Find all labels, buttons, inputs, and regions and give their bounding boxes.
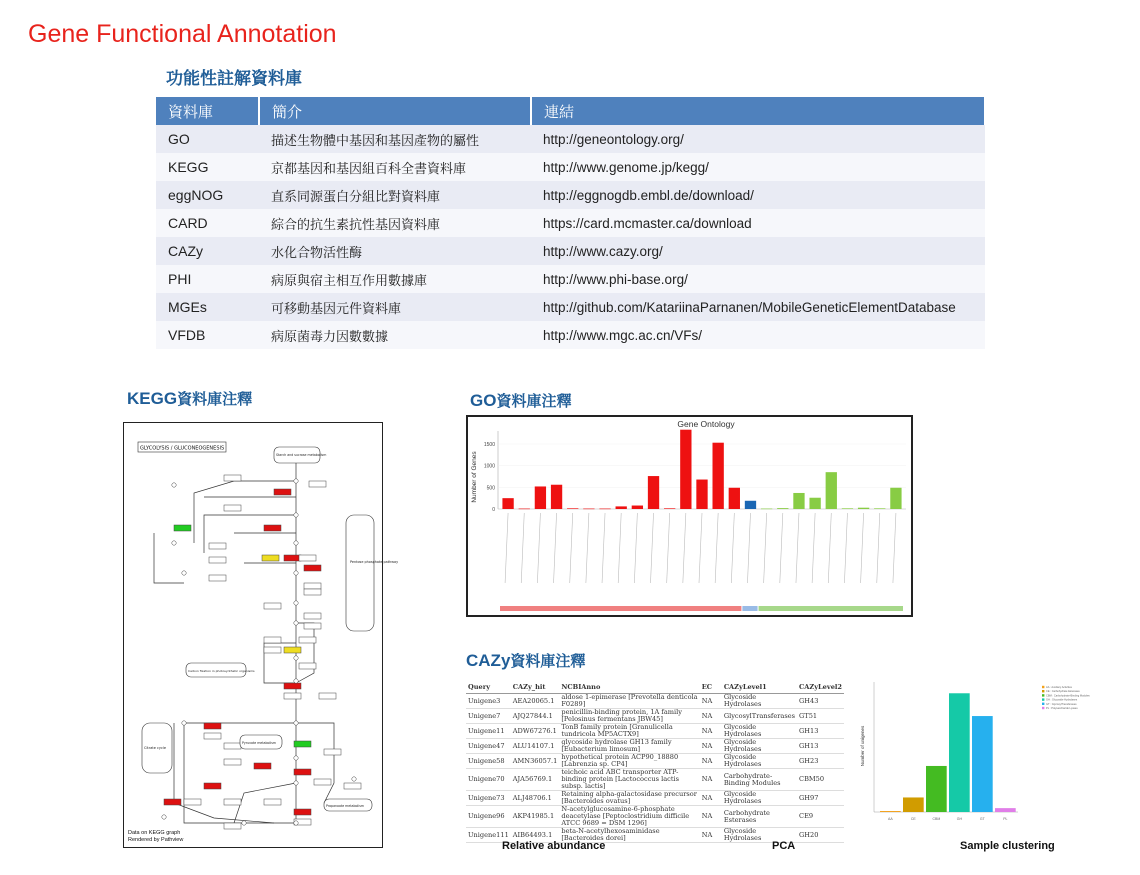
description-cell: 水化合物活性酶: [259, 237, 531, 265]
kegg-enzyme-node: [284, 555, 301, 561]
link-cell[interactable]: http://github.com/KatariinaParnanen/MobileGeneticElementDatabase: [531, 293, 985, 321]
cazy-cell: ADW67276.1: [511, 724, 560, 739]
cazy-cell: GH13: [797, 724, 844, 739]
cazy-cell: CBM50: [797, 769, 844, 791]
cazy-table: [466, 680, 844, 843]
header-database: 資料庫: [156, 97, 259, 125]
kegg-enzyme-node: [224, 475, 241, 481]
kegg-edge: [296, 723, 334, 803]
go-y-tick: 500: [486, 485, 495, 492]
kegg-enzyme-node: [304, 613, 321, 619]
go-group-band: [759, 606, 903, 611]
kegg-compound: [294, 679, 298, 683]
cazy-cell: Glycoside Hydrolases: [722, 739, 797, 754]
cazy-title-cjk: 資料庫注釋: [510, 652, 586, 670]
cazy-legend-entry: GT : GlycosylTransferases: [1046, 702, 1077, 706]
link-cell[interactable]: http://geneontology.org/: [531, 125, 985, 153]
kegg-enzyme-node: [262, 555, 279, 561]
cazy-cell: GH43: [797, 694, 844, 709]
kegg-footer-line1: Data on KEGG graph: [128, 830, 181, 836]
go-x-tick-label: [731, 513, 734, 583]
kegg-enzyme-node: [284, 683, 301, 689]
go-bar: [583, 509, 594, 510]
cazy-cell: AEA20065.1: [511, 694, 560, 709]
kegg-enzyme-node: [294, 769, 311, 775]
go-bar: [874, 508, 885, 509]
go-group-band: [742, 606, 757, 611]
go-bar: [664, 508, 675, 509]
link-cell[interactable]: http://www.cazy.org/: [531, 237, 985, 265]
pca-label: PCA: [772, 840, 796, 852]
cazy-legend-entry: PL : Polysaccharide Lyases: [1046, 707, 1078, 710]
kegg-enzyme-node: [284, 647, 301, 653]
go-title-en: GO: [470, 391, 497, 410]
go-x-tick-label: [747, 513, 750, 583]
go-chart-panel: [466, 415, 913, 617]
database-cell: PHI: [156, 265, 259, 293]
kegg-carbon-label: Carbon fixation in photosynthetic organisms: [188, 669, 255, 673]
cazy-cell: GH20: [797, 828, 844, 843]
cazy-cell: GH97: [797, 791, 844, 806]
kegg-enzyme-node: [224, 823, 241, 829]
cazy-cell: Glycoside Hydrolases: [722, 754, 797, 769]
cazy-bar: [880, 811, 901, 812]
kegg-enzyme-node: [224, 505, 241, 511]
cazy-section-title: [466, 650, 585, 671]
sample-clustering-label: Sample clustering: [960, 840, 1055, 852]
kegg-title-en: KEGG: [127, 389, 178, 408]
cazy-cell: Unigene58: [466, 754, 511, 769]
cazy-cell: hypothetical protein ACP90_18880 [Labrenzia sp. CP4]: [559, 754, 699, 769]
go-bar: [842, 508, 853, 509]
kegg-pathway-map: [123, 422, 399, 848]
cazy-cell: TonB family protein [Granulicella tundricola MP5ACTX9]: [559, 724, 699, 739]
kegg-compound: [294, 756, 298, 760]
kegg-compound: [294, 781, 298, 785]
kegg-footer-line2: Rendered by Pathview: [128, 837, 184, 843]
cazy-legend-swatch: [1042, 686, 1044, 688]
kegg-compound: [294, 721, 298, 725]
go-x-tick-label: [893, 513, 896, 583]
cazy-header-hit: CAZy_hit: [511, 680, 560, 694]
go-bar: [826, 472, 837, 509]
go-x-tick-label: [683, 513, 686, 583]
cazy-cell: teichoic acid ABC transporter ATP-binding protein [Lactococcus lactis subsp. lactis]: [559, 769, 699, 791]
cazy-bar: [949, 693, 970, 812]
kegg-compound: [294, 541, 298, 545]
kegg-title-cjk: 資料庫注釋: [177, 390, 253, 408]
description-cell: 病原與宿主相互作用數據庫: [259, 265, 531, 293]
go-x-tick-label: [586, 513, 589, 583]
description-cell: 直系同源蛋白分組比對資料庫: [259, 181, 531, 209]
cazy-cell: NA: [700, 828, 722, 843]
kegg-compound: [172, 541, 176, 545]
cazy-cell: AMN36057.1: [511, 754, 560, 769]
cazy-legend-entry: GH : Glycoside Hydrolases: [1046, 698, 1078, 702]
kegg-enzyme-node: [184, 799, 201, 805]
kegg-compound: [294, 821, 298, 825]
table-row: [156, 125, 985, 153]
cazy-title-en: CAZy: [466, 651, 511, 670]
table-row: [156, 209, 985, 237]
table-row: [156, 321, 985, 349]
kegg-enzyme-node: [319, 693, 336, 699]
kegg-enzyme-node: [294, 809, 311, 815]
go-section-title: [470, 390, 571, 411]
cazy-table-row: [466, 709, 844, 724]
cazy-cell: Glycoside Hydrolases: [722, 724, 797, 739]
cazy-table-row: [466, 806, 844, 828]
kegg-enzyme-node: [164, 799, 181, 805]
link-cell[interactable]: http://eggnogdb.embl.de/download/: [531, 181, 985, 209]
cazy-cell: Unigene11: [466, 724, 511, 739]
cazy-cell: NA: [700, 754, 722, 769]
cazy-bar: [926, 766, 947, 812]
cazy-cell: NA: [700, 694, 722, 709]
cazy-cell: Unigene73: [466, 791, 511, 806]
kegg-compound: [294, 513, 298, 517]
go-x-tick-label: [812, 513, 815, 583]
cazy-legend-swatch: [1042, 707, 1044, 709]
kegg-compound: [182, 721, 186, 725]
go-bar: [502, 498, 513, 509]
kegg-compound: [352, 777, 356, 781]
go-y-axis-label: Number of Genes: [471, 451, 478, 503]
go-title-cjk: 資料庫注釋: [496, 392, 572, 410]
kegg-compound: [172, 483, 176, 487]
database-cell: eggNOG: [156, 181, 259, 209]
cazy-table-row: [466, 769, 844, 791]
kegg-ppp-label: Pentose phosphate pathway: [350, 560, 399, 564]
kegg-enzyme-node: [204, 723, 221, 729]
go-x-tick-label: [699, 513, 702, 583]
cazy-cell: Glycoside Hydrolases: [722, 828, 797, 843]
go-bar: [858, 508, 869, 509]
cazy-legend-swatch: [1042, 698, 1044, 700]
kegg-enzyme-node: [344, 783, 361, 789]
kegg-compound: [294, 571, 298, 575]
go-x-tick-label: [828, 513, 831, 583]
go-x-tick-label: [651, 513, 654, 583]
cazy-x-tick-label: GH: [956, 817, 962, 821]
kegg-enzyme-node: [309, 481, 326, 487]
kegg-enzyme-node: [209, 575, 226, 581]
cazy-bar: [903, 797, 924, 812]
relative-abundance-label: Relative abundance: [502, 840, 606, 852]
cazy-y-axis-label: Number of unigenes: [860, 725, 865, 767]
kegg-enzyme-node: [224, 743, 241, 749]
kegg-enzyme-node: [204, 733, 221, 739]
header-link: 連結: [531, 97, 985, 125]
go-bar: [809, 498, 820, 509]
cazy-x-tick-label: CE: [910, 817, 916, 821]
table-row: [156, 265, 985, 293]
link-cell[interactable]: http://www.mgc.ac.cn/VFs/: [531, 321, 985, 349]
go-bar: [599, 509, 610, 510]
cazy-cell: AIB64493.1: [511, 828, 560, 843]
cazy-cell: N-acetylglucosamine-6-phosphate deacetylase [Peptoclostridium difficile ATCC 9689 = DSM 1296]: [559, 806, 699, 828]
cazy-cell: AJA56769.1: [511, 769, 560, 791]
cazy-cell: Glycoside Hydrolases: [722, 791, 797, 806]
kegg-compound: [294, 621, 298, 625]
cazy-cell: ALJ48706.1: [511, 791, 560, 806]
svg-text:Pentose phosphate pathway: [350, 560, 398, 564]
kegg-compound: [294, 656, 298, 660]
cazy-table-row: [466, 739, 844, 754]
go-x-tick-label: [537, 513, 540, 583]
cazy-table-row: [466, 724, 844, 739]
go-bar: [696, 480, 707, 509]
cazy-cell: NA: [700, 769, 722, 791]
kegg-pyruvate-label: Pyruvate metabolism: [242, 741, 276, 745]
cazy-legend-swatch: [1042, 703, 1044, 705]
cazy-cell: NA: [700, 724, 722, 739]
cazy-legend-entry: AA : Auxiliary Activities: [1046, 686, 1072, 689]
kegg-enzyme-node: [299, 555, 316, 561]
go-x-tick-label: [618, 513, 621, 583]
cazy-header-ec: EC: [700, 680, 722, 694]
database-cell: KEGG: [156, 153, 259, 181]
kegg-compound: [242, 821, 246, 825]
cazy-x-tick-label: CBM: [932, 817, 941, 821]
cazy-header-level1: CAZyLevel1: [722, 680, 797, 694]
cazy-cell: Unigene70: [466, 769, 511, 791]
go-bar: [713, 443, 724, 509]
cazy-legend-swatch: [1042, 690, 1044, 692]
go-bar: [793, 493, 804, 509]
go-bar: [761, 509, 772, 510]
cazy-x-tick-label: PL: [1003, 817, 1008, 821]
cazy-cell: NA: [700, 791, 722, 806]
kegg-footer: [128, 830, 183, 844]
kegg-compound: [162, 815, 166, 819]
kegg-enzyme-node: [209, 557, 226, 563]
cazy-cell: Carbohydrate Esterases: [722, 806, 797, 828]
kegg-citrate-label: Citrate cycle: [144, 746, 167, 750]
kegg-enzyme-node: [264, 525, 281, 531]
kegg-enzyme-node: [294, 741, 311, 747]
cazy-cell: ALU14107.1: [511, 739, 560, 754]
go-bar: [648, 476, 659, 509]
table-header-row: [156, 97, 985, 125]
cazy-chart: [858, 676, 1090, 824]
database-cell: CAZy: [156, 237, 259, 265]
kegg-enzyme-node: [284, 693, 301, 699]
cazy-cell: Unigene111: [466, 828, 511, 843]
go-y-tick: 0: [492, 507, 495, 513]
go-x-tick-label: [667, 513, 670, 583]
kegg-enzyme-node: [264, 637, 281, 643]
go-bar: [551, 485, 562, 509]
cazy-cell: Retaining alpha-galactosidase precursor [Bacteroides ovatus]: [559, 791, 699, 806]
go-bar: [680, 430, 691, 509]
kegg-enzyme-node: [224, 759, 241, 765]
kegg-pathway-graphic: [124, 423, 399, 847]
go-bar: [745, 501, 756, 509]
cazy-cell: NA: [700, 806, 722, 828]
cazy-cell: penicillin-binding protein, 1A family [Pelosinus fermentans JBW45]: [559, 709, 699, 724]
cazy-chart-panel: [858, 676, 1090, 824]
database-heading: 功能性註解資料庫: [166, 69, 302, 89]
go-x-tick-label: [570, 513, 573, 583]
cazy-cell: CE9: [797, 806, 844, 828]
kegg-compound: [294, 601, 298, 605]
go-chart: [468, 417, 911, 615]
kegg-enzyme-node: [304, 623, 321, 629]
kegg-enzyme-node: [204, 783, 221, 789]
go-chart-title: Gene Ontology: [677, 419, 735, 429]
go-x-tick-label: [877, 513, 880, 583]
go-bar: [535, 486, 546, 509]
kegg-enzyme-node: [274, 489, 291, 495]
cazy-cell: Unigene3: [466, 694, 511, 709]
cazy-legend-entry: CBM : Carbohydrate-Binding Modules: [1046, 694, 1090, 698]
go-x-tick-label: [521, 513, 524, 583]
go-x-tick-label: [844, 513, 847, 583]
cazy-x-tick-label: AA: [888, 817, 893, 821]
go-x-tick-label: [505, 513, 508, 583]
cazy-cell: AKP41985.1: [511, 806, 560, 828]
go-bar: [567, 508, 578, 509]
cazy-cell: GH23: [797, 754, 844, 769]
kegg-enzyme-node: [209, 543, 226, 549]
cazy-header-row: [466, 680, 844, 694]
description-cell: 可移動基因元件資料庫: [259, 293, 531, 321]
kegg-compound: [294, 479, 298, 483]
kegg-enzyme-node: [304, 565, 321, 571]
kegg-enzyme-node: [254, 763, 271, 769]
table-row: [156, 181, 985, 209]
go-bar: [616, 506, 627, 509]
go-y-tick: 1500: [483, 442, 495, 448]
link-cell[interactable]: http://www.genome.jp/kegg/: [531, 153, 985, 181]
kegg-enzyme-node: [264, 647, 281, 653]
cazy-table-row: [466, 754, 844, 769]
kegg-starch-label: Starch and sucrose metabolism: [276, 453, 327, 457]
cazy-legend-swatch: [1042, 694, 1044, 696]
kegg-enzyme-node: [299, 637, 316, 643]
cazy-cell: AJQ27844.1: [511, 709, 560, 724]
kegg-propanoate-label: Propanoate metabolism: [326, 804, 364, 808]
link-cell[interactable]: http://www.phi-base.org/: [531, 265, 985, 293]
cazy-cell: GT51: [797, 709, 844, 724]
go-bar: [519, 509, 530, 510]
cazy-cell: NA: [700, 709, 722, 724]
description-cell: 京都基因和基因組百科全書資料庫: [259, 153, 531, 181]
database-cell: GO: [156, 125, 259, 153]
kegg-enzyme-node: [299, 663, 316, 669]
description-cell: 綜合的抗生素抗性基因資料庫: [259, 209, 531, 237]
kegg-enzyme-node: [304, 589, 321, 595]
cazy-cell: Unigene96: [466, 806, 511, 828]
table-row: [156, 237, 985, 265]
go-x-tick-label: [780, 513, 783, 583]
go-bar: [632, 506, 643, 509]
go-x-tick-label: [764, 513, 767, 583]
cazy-header-query: Query: [466, 680, 511, 694]
cazy-cell: glycoside hydrolase GH13 family [Eubacterium limosum]: [559, 739, 699, 754]
kegg-compound: [182, 571, 186, 575]
kegg-edge: [154, 533, 184, 583]
kegg-enzyme-node: [264, 799, 281, 805]
cazy-cell: GlycosylTransferases: [722, 709, 797, 724]
go-x-tick-label: [796, 513, 799, 583]
database-table: [156, 97, 986, 349]
database-cell: VFDB: [156, 321, 259, 349]
cazy-cell: GH13: [797, 739, 844, 754]
kegg-enzyme-node: [264, 603, 281, 609]
database-cell: CARD: [156, 209, 259, 237]
cazy-bar: [972, 716, 993, 812]
go-y-tick: 1000: [483, 463, 495, 470]
kegg-section-title: [127, 388, 252, 409]
go-x-tick-label: [715, 513, 718, 583]
cazy-table-row: [466, 694, 844, 709]
kegg-enzyme-node: [224, 799, 241, 805]
kegg-enzyme-node: [314, 779, 331, 785]
header-description: 簡介: [259, 97, 531, 125]
database-cell: MGEs: [156, 293, 259, 321]
kegg-enzyme-node: [304, 583, 321, 589]
cazy-legend-entry: CE : Carbohydrate Esterases: [1046, 690, 1080, 694]
cazy-cell: Unigene7: [466, 709, 511, 724]
cazy-bar: [995, 808, 1016, 812]
go-group-band: [500, 606, 741, 611]
go-bar: [777, 508, 788, 509]
cazy-header-anno: NCBIAnno: [559, 680, 699, 694]
go-bar: [729, 488, 740, 509]
cazy-cell: Carbohydrate-Binding Modules: [722, 769, 797, 791]
go-x-tick-label: [554, 513, 557, 583]
page-title: Gene Functional Annotation: [28, 20, 337, 48]
description-cell: 病原菌毒力因數數據: [259, 321, 531, 349]
go-x-tick-label: [861, 513, 864, 583]
go-bar: [890, 488, 901, 509]
table-row: [156, 153, 985, 181]
cazy-cell: aldose 1-epimerase [Prevotella denticola F0289]: [559, 694, 699, 709]
cazy-cell: Unigene47: [466, 739, 511, 754]
link-cell[interactable]: https://card.mcmaster.ca/download: [531, 209, 985, 237]
description-cell: 描述生物體中基因和基因產物的屬性: [259, 125, 531, 153]
cazy-cell: NA: [700, 739, 722, 754]
table-row: [156, 293, 985, 321]
kegg-enzyme-node: [324, 749, 341, 755]
cazy-x-tick-label: GT: [979, 817, 985, 821]
cazy-table-row: [466, 791, 844, 806]
go-x-tick-label: [602, 513, 605, 583]
go-x-tick-label: [634, 513, 637, 583]
cazy-header-level2: CAZyLevel2: [797, 680, 844, 694]
cazy-cell: beta-N-acetylhexosaminidase [Bacteroides dorei]: [559, 828, 699, 843]
kegg-pathway-label: GLYCOLYSIS / GLUCONEOGENESIS: [140, 445, 225, 452]
cazy-cell: Glycoside Hydrolases: [722, 694, 797, 709]
kegg-enzyme-node: [174, 525, 191, 531]
